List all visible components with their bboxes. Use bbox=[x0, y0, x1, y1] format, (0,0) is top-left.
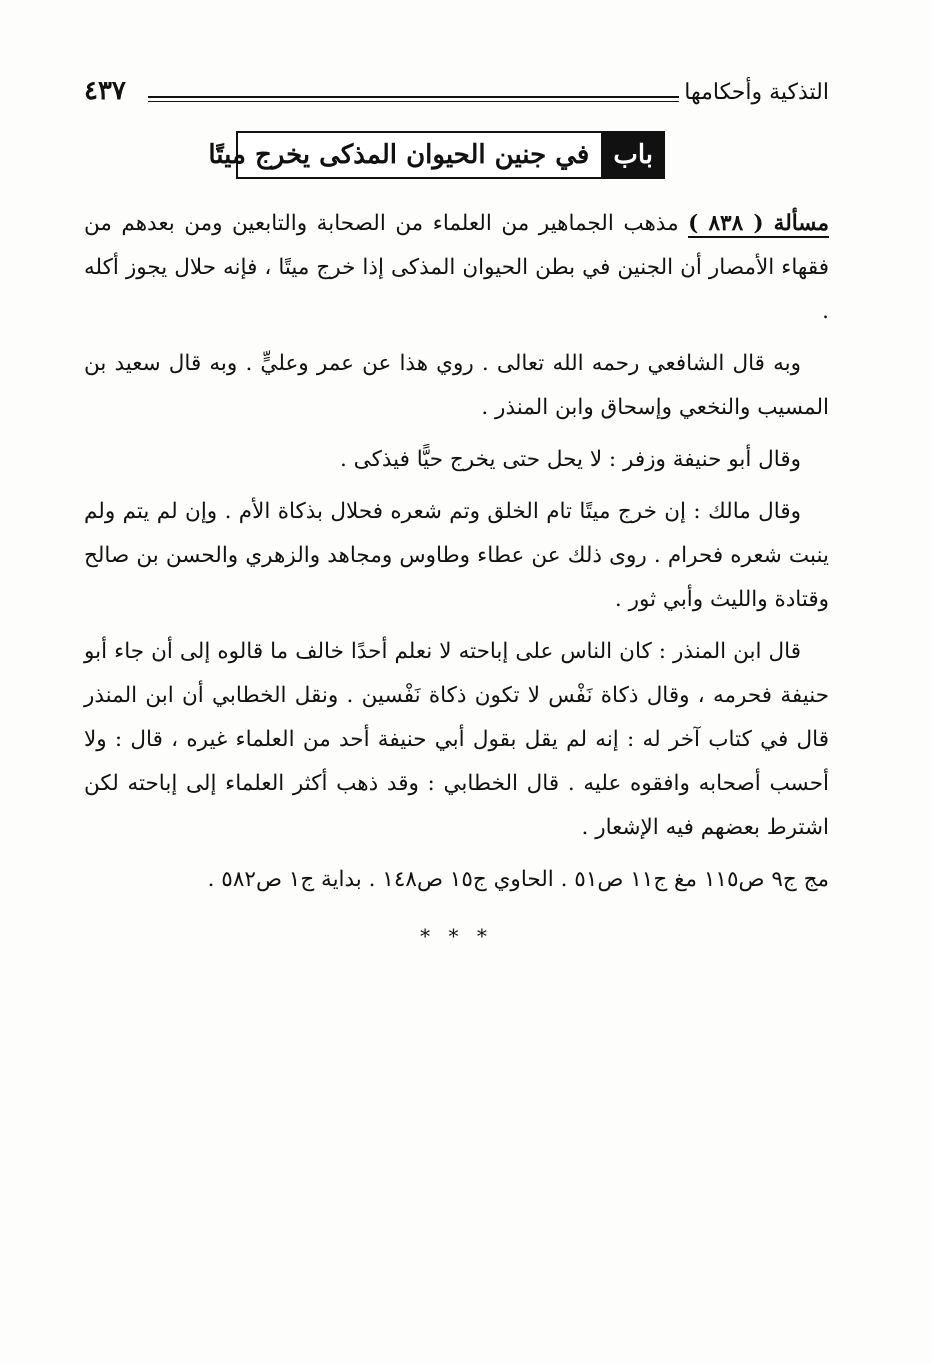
header-rule bbox=[148, 96, 679, 102]
paragraph-abu-hanifa: وقال أبو حنيفة وزفر : لا يحل حتى يخرج حيًّا فيذكى . bbox=[340, 447, 801, 472]
page-number: ٤٣٧ bbox=[84, 76, 126, 106]
paragraph-malik: وقال مالك : إن خرج ميتًا تام الخلق وتم شعره فحلال بذكاة الأم . وإن لم يتم ولم ينبت شعره فحرام . روى ذلك عن عطاء وطاوس ومجاهد والزهري والحسن بن صالح وقتادة والليث وأبي ثور . bbox=[84, 499, 829, 612]
paragraph-ibn-almundhir: قال ابن المنذر : كان الناس على إباحته لا نعلم أحدًا خالف ما قالوه إلى أن جاء أبو حنيفة فحرمه ، وقال ذكاة نَفْس لا تكون ذكاة نَفْسين . ونقل الخطابي أن ابن المنذر قال في كتاب آخر له : إنه لم يقل بقول أبي حنيفة أحد من العلماء غيره ، قال : ولا أحسب أصحابه وافقوه عليه . قال الخطابي : وقد ذهب أكثر العلماء إلى إباحته لكن اشترط بعضهم فيه الإشعار . bbox=[84, 639, 829, 840]
body-text bbox=[84, 202, 829, 958]
paragraph-masala-text: مذهب الجماهير من العلماء من الصحابة والتابعين ومن بعدهم من فقهاء الأمصار أن الجنين في بطن الحيوان المذكى إذا خرج ميتًا ، فإنه حلال يجوز أكله . bbox=[84, 211, 829, 324]
paragraph-masala bbox=[84, 202, 829, 334]
chapter-heading bbox=[208, 131, 665, 179]
chapter-label: باب bbox=[601, 133, 663, 177]
running-header bbox=[84, 76, 829, 116]
section-separator: * * * bbox=[420, 924, 493, 948]
references: مج ج٩ ص١١٥ مغ ج١١ ص٥١ . الحاوي ج١٥ ص١٤٨ . بداية ج١ ص٥٨٢ . bbox=[207, 867, 829, 892]
running-title: التذكية وأحكامها bbox=[684, 80, 829, 105]
chapter-title: في جنين الحيوان المذكى يخرج ميتًا bbox=[208, 140, 590, 170]
paragraph-shafii: وبه قال الشافعي رحمه الله تعالى . روي هذا عن عمر وعليٍّ . وبه قال سعيد بن المسيب والنخعي وإسحاق وابن المنذر . bbox=[84, 351, 829, 420]
masala-label: مسألة ( ٨٣٨ ) bbox=[688, 211, 829, 236]
